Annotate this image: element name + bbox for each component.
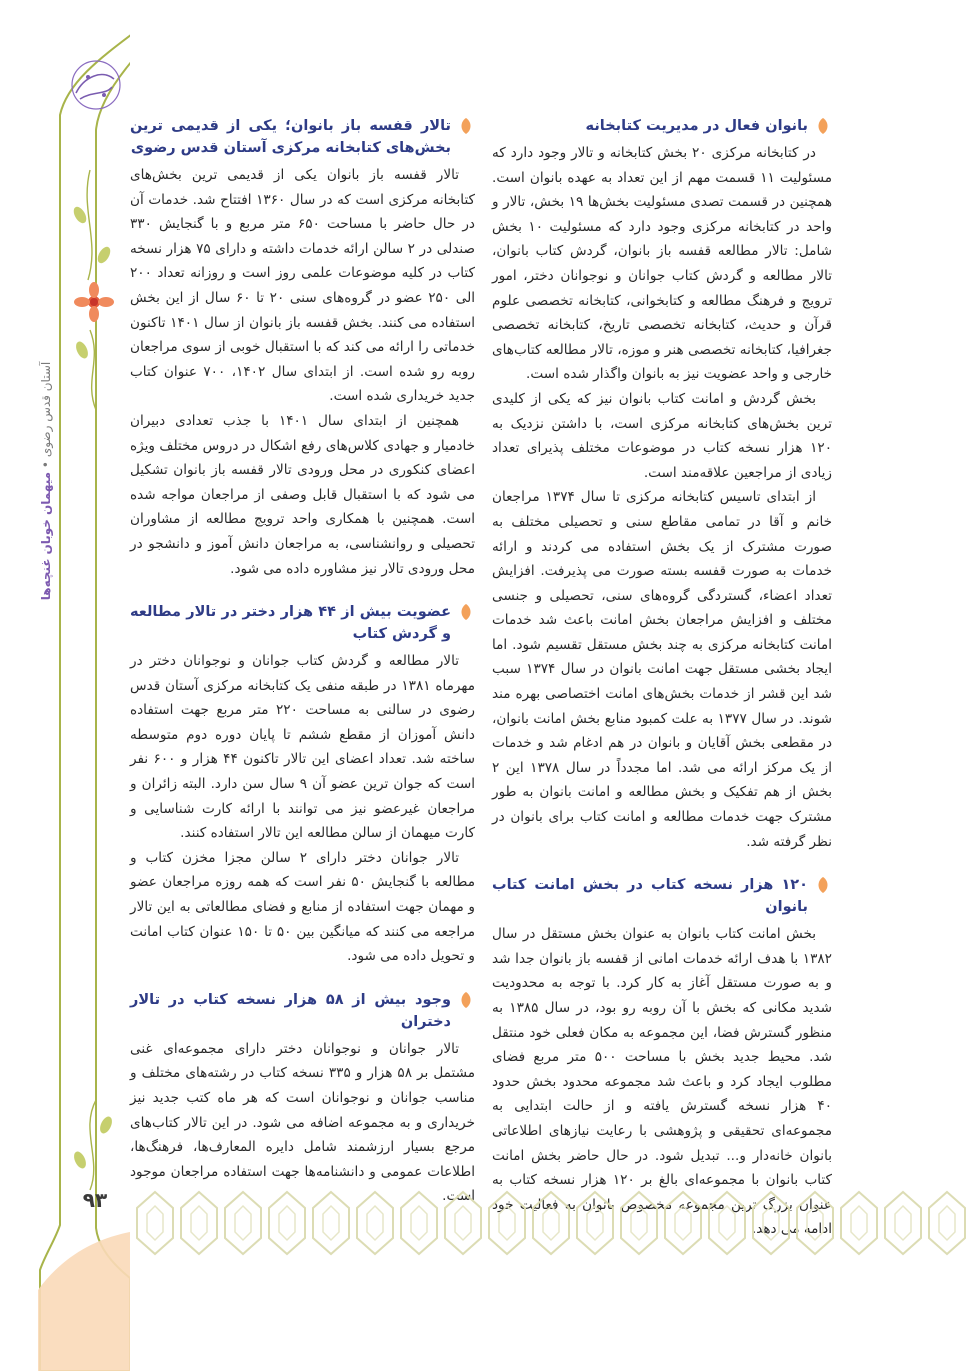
side-running-title (39, 201, 61, 761)
paragraph: همچنین از ابتدای سال ۱۴۰۱ با جذب تعدادی دبیران خادمیار و جهادی کلاس‌های رفع اشکال در دروس مختلف ویژه اعضای کنکوری در محل ورودی تالار قفسه باز بانوان تشکیل می شود که با استقبال قابل وصفی از مراجعان مواجه شده است. همچنین با همکاری واحد ترویج مطالعه از مشاوران تحصیلی و روانشناسی، به مراجعان دانش آموز و دانشجو در محل ورودی تالار نیز مشاوره داده می شود. (130, 412, 475, 577)
section-women-loan (492, 874, 832, 1242)
heading-text: ۱۲۰ هزار نسخه کتاب در بخش امانت کتاب بانوان (492, 877, 808, 916)
leaf-bullet-icon (814, 117, 832, 135)
side-separator: • (39, 460, 53, 469)
section-heading (492, 115, 832, 137)
paragraph: در کتابخانه مرکزی ۲۰ بخش کتابخانه و تالار وجود دارد که مسئولیت ۱۱ قسمت مهم از این تعداد به عهده بانوان است. همچنین در قسمت تصدی مسئولیت بخش‌ها ۱۹ بخش، تالار و واحد در کتابخانه مرکزی وجود دارد که مسئولیت ۱۰ بخش شامل: تالار مطالعه قفسه باز بانوان، گردش کتاب بانوان، تالار مطالعه و گردش کتاب جوانان و نوجوانان دختر، امور ترویج و فرهنگ مطالعه و کتابخوانی، کتابخانه تخصصی علوم قرآن و حدیث، کتابخانه تخصصی تاریخ، کتابخانه تخصصی جغرافیا، کتابخانه تخصصی هنر و موزه، تالار مطالعه کتاب‌های خارجی و واحد عضویت نیز به بانوان واگذار شده است. (492, 145, 833, 383)
paragraph: از ابتدای تاسیس کتابخانه مرکزی تا سال ۱۳۷۴ مراجعان خانم و آقا در تمامی مقاطع سنی و تحصیلی مختلف به صورت مشترک از یک بخش استفاده می کردند و ارائه خدمات به صورت قفسه بسته صورت می پذیرفت. افزایش تعداد اعضاء، گستردگی گروه‌های سنی، تحصیلی و جنسی مختلف و افزایش مراجعان بخش امانت باعث شد خدمات امانت کتابخانه مرکزی به چند بخش مستقل تقسیم شود. اما ایجاد بخشی مستقل جهت امانت بانوان در سال ۱۳۷۴ سبب شد این قشر از خدمات بخش‌های امانت اختصاصی بهره مند شوند. در سال ۱۳۷۷ به علت کمبود منابع بخش امانت بانوان، در مقطعی بخش آقایان و بانوان در هم ادغام شد و خدمات از یک مرکز ارائه می شد. اما مجدداً در سال ۱۳۷۸ این ۲ بخش از هم تفکیک و بخش مطالعه و امانت بانوان به طور مشترک جهت خدمات مطالعه و امانت کتاب برای بانوان در نظر گرفته شد. (492, 489, 832, 850)
right-column (492, 115, 832, 1262)
side-text-light: آستان قدس رضوی (39, 361, 53, 458)
paragraph: تالار مطالعه و گردش کتاب جوانان و نوجوانان دختر در مهرماه ۱۳۸۱ در طبقه منفی یک کتابخانه مرکزی آستان قدس رضوی در سالنی به مساحت ۲۲۰ متر مربع جهت استفاده دانش آموزان از مقطع ششم تا پایان دوره دوم متوسطه ساخته شد. تعداد اعضای این تالار تاکنون ۴۴ هزار و ۶۰۰ نفر است که جوان ترین عضو آن ۹ سال سن دارد. البته زائران و مراجعان غیرعضو نیز می توانند با ارائه کارت شناسایی و کارت میهمان از سالن مطالعه این تالار استفاده کنند. (130, 653, 476, 842)
section-heading (130, 115, 475, 159)
section-girls-membership (130, 601, 475, 969)
leaf-bullet-icon (457, 603, 475, 621)
heading-text: عضویت بیش از ۴۴ هزار دختر در تالار مطالعه و گردش کتاب (130, 604, 451, 643)
heading-text: وجود بیش از ۵۸ هزار نسخه کتاب در تالار دختران (130, 991, 452, 1030)
logo-emblem (62, 55, 124, 115)
left-column (130, 115, 475, 1229)
leaf-bullet-icon (457, 117, 475, 135)
section-heading (130, 601, 475, 645)
paragraph: تالار قفسه باز بانوان یکی از قدیمی ترین بخش‌های کتابخانه مرکزی است که در سال ۱۳۶۰ افتتاح شد. خدمات آن در حال حاضر با مساحت ۶۵۰ متر مربع و با گنجایش ۳۳۰ صندلی در ۲ سالن ارائه خدمات داشته و دارای ۷۵ هزار نسخه کتاب در کلیه موضوعات علمی روز است و روزانه تعداد ۲۰۰ الی ۲۵۰ عضو در گروه‌های سنی ۲۰ تا ۶۰ سال از این بخش استفاده می کنند. بخش قفسه باز بانوان از سال ۱۴۰۱ تاکنون خدماتی را ارائه می کند که با استقبال خوبی از سوی مراجعان روبه رو شده است. از ابتدای سال ۱۴۰۲، ۷۰۰ عنوان کتاب جدید خریداری شده است. (130, 167, 476, 405)
section-heading (492, 874, 832, 918)
bottom-lattice-ornament (133, 1190, 966, 1256)
paragraph: تالار جوانان و نوجوانان دختر دارای مجموعه‌ای غنی مشتمل بر ۵۸ هزار و ۳۳۵ نسخه کتاب در رشته‌های مختلف و مناسب جوانان و نوجوانان است که هر ماه کتب جدید نیز خریداری و به مجموعه اضافه می شود. در این تالار کتاب‌های مرجع بسیار ارزشمند شامل دایره المعارف‌ها، فرهنگ‌ها، اطلاعات عمومی و دانشنامه‌ها جهت استفاده مراجعان موجود (130, 1040, 476, 1180)
leaf-bullet-icon (457, 991, 475, 1009)
side-text-tail: غنچه‌ها (39, 558, 53, 601)
side-text-strong: میهمان خوبان (39, 471, 53, 555)
paragraph: بخش امانت کتاب بانوان به عنوان بخش مستقل در سال ۱۳۸۲ با هدف ارائه خدمات امانی از قفسه باز بانوان جدا شد و به صورت مستقل آغاز به کار کرد. با توجه به محدودیت شدید مکانی که بخش با آن روبه رو بود، در سال ۱۳۸۵ به منظور گسترش فضا، این مجموعه به مکان فعلی خود منتقل شد. محیط جدید بخش با مساحت ۵۰۰ متر مربع فضای مطلوب ایجاد کرد و باعث شد مجموعه محدود بخش حدود ۴۰ هزار نسخه گسترش یافته و از حالت ابتدایی به مجموعه‌ای تحقیقی و پژوهشی با رعایت نیازهای اطلاعاتی بانوان خانه‌دار و... تبدیل شود. در حال حاضر بخش امانت کتاب بانوان با مجموعه‌ای بالغ بر ۱۲۰ هزار نسخه کتاب به (492, 926, 832, 1189)
leaf-bullet-icon (814, 876, 832, 894)
section-open-shelf (130, 115, 475, 581)
flower-icon (74, 282, 114, 322)
heading-text: بانوان فعال در مدیریت کتابخانه (585, 118, 808, 134)
section-heading (130, 989, 475, 1033)
paragraph: بخش گردش و امانت کتاب بانوان نیز که یکی از کلیدی ترین بخش‌های کتابخانه مرکزی است، با داشتن نزدیک به ۱۲۰ هزار نسخه کتاب در موضوعات مختلف پذیرای تعداد زیادی از مراجعین علاقه‌مند است. (492, 390, 832, 481)
page-number: ۹۳ (82, 1188, 108, 1212)
side-ornament (0, 0, 130, 1371)
paragraph: تالار جوانان دختر دارای ۲ سالن مجزا مخزن کتاب و مطالعه با گنجایش ۵۰ نفر است که همه روزه مراجعان عضو و مهمان جهت استفاده از منابع و فضای مطالعاتی به این تالار مراجعه می کنند که میانگین بین ۵۰ تا ۱۵۰ عنوان کتاب امانت و تحویل داده می شود. (130, 849, 475, 965)
section-girls-books (130, 989, 475, 1209)
section-women-management (492, 115, 832, 854)
heading-text: تالار قفسه باز بانوان؛ یکی از قدیمی ترین بخش‌های کتابخانه مرکزی آستان قدس رضوی (130, 118, 451, 156)
